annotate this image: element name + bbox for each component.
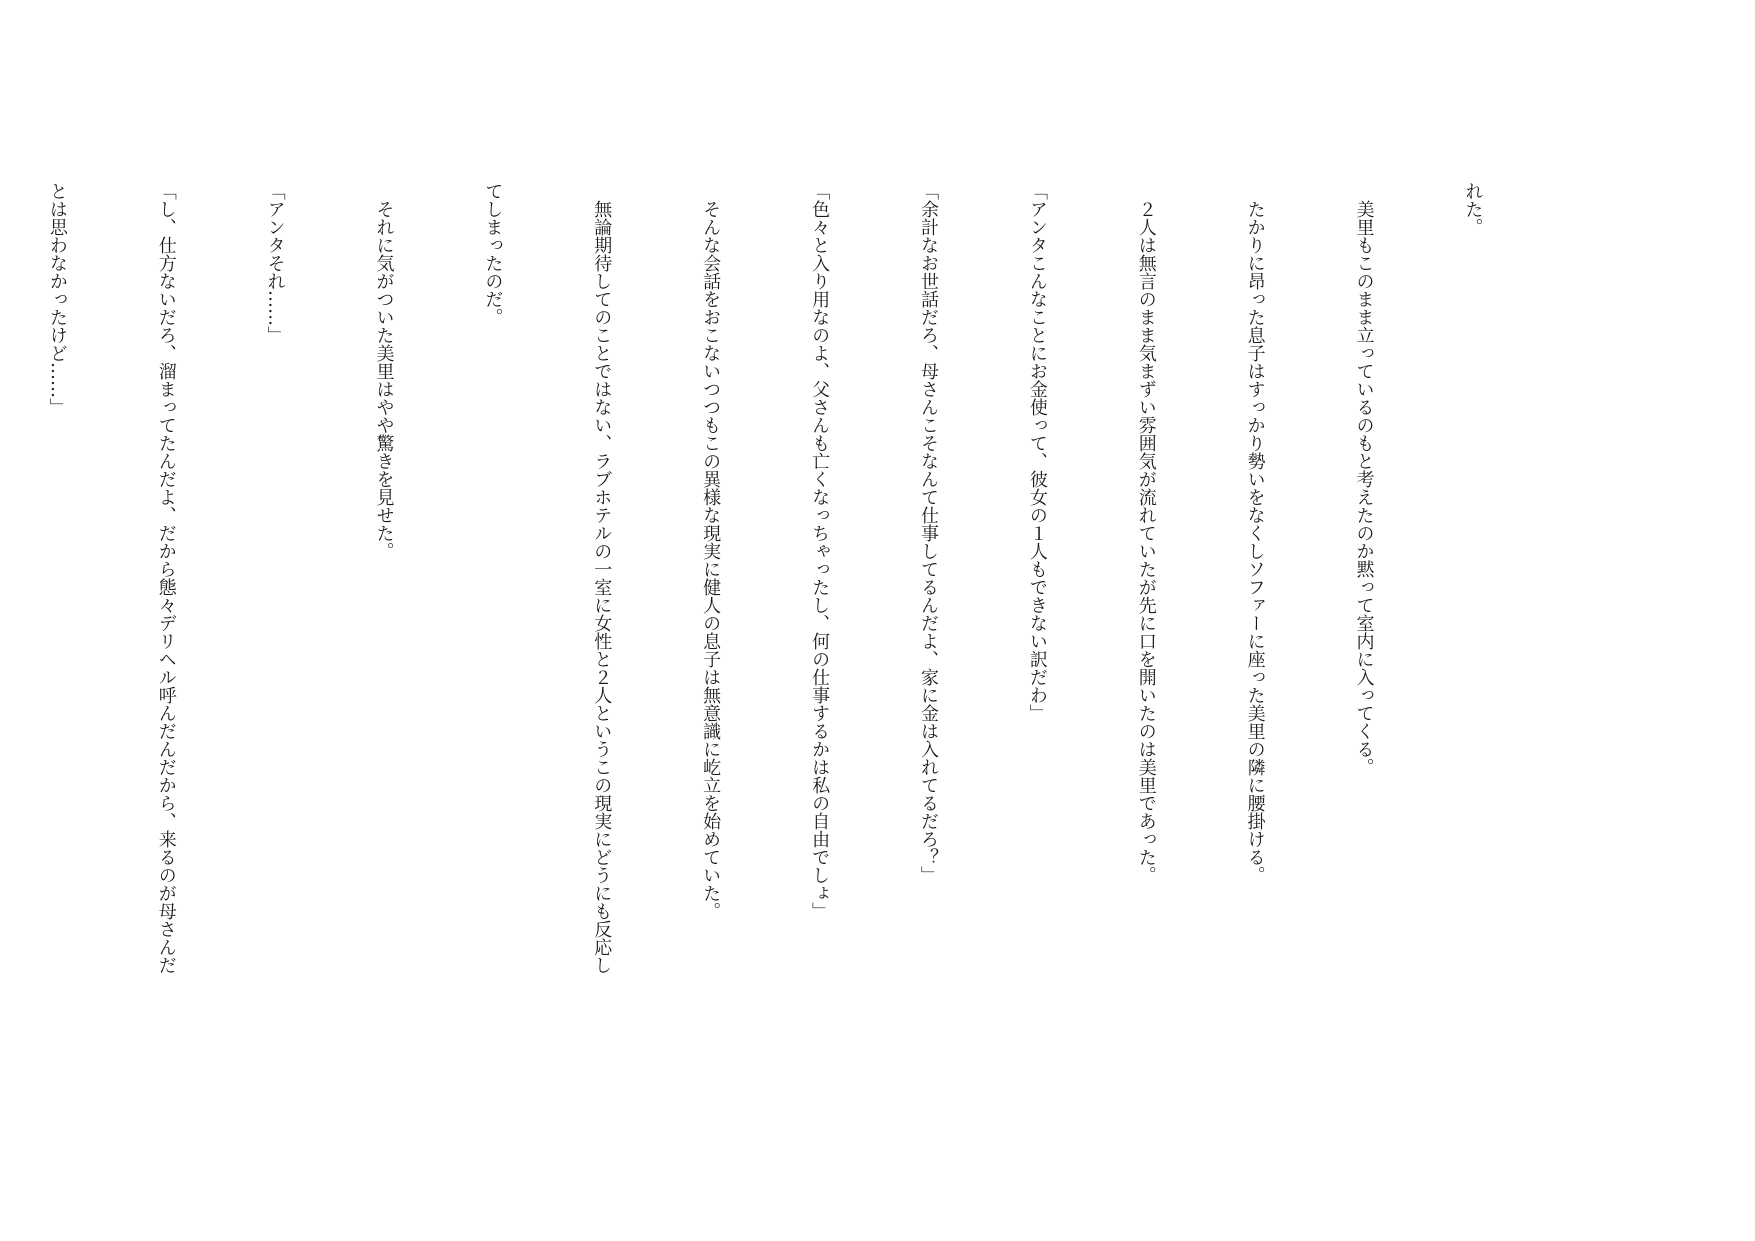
text-line: てしまったのだ。 [482,182,504,326]
text-line: とは思わなかったけど……」 [46,182,68,416]
text-line: 「余計なお世話だろ、母さんこそなんて仕事してるんだよ、家に金は入れてるだろ？」 [917,182,939,884]
text-line: そんな会話をおこないつつもこの異様な現実に健人の息子は無意識に屹立を始めていた。 [700,182,722,920]
text-line: れた。 [1462,182,1484,236]
vertical-text-body [0,182,1563,1062]
text-line: 無論期待してのことではない、ラブホテルの一室に女性と２人というこの現実にどうにも反応し [591,182,613,974]
text-line: 「色々と入り用なのよ、父さんも亡くなっちゃったし、何の仕事するかは私の自由でしょ」 [809,182,831,920]
text-line: ２人は無言のまま気まずい雰囲気が流れていたが先に口を開いたのは美里であった。 [1135,182,1157,884]
text-line: 「アンタそれ……」 [264,182,286,344]
text-line: 美里もこのまま立っているのもと考えたのか黙って室内に入ってくる。 [1353,182,1375,776]
text-line: それに気がついた美里はやや驚きを見せた。 [373,182,395,560]
text-line: 「し、仕方ないだろ、溜まってたんだよ、だから態々デリヘル呼んだんだから、来るのが母さんだ [155,182,177,974]
text-line: たかりに昂った息子はすっかり勢いをなくしソファーに座った美里の隣に腰掛ける。 [1244,182,1266,884]
text-line: 「アンタこんなことにお金使って、彼女の１人もできない訳だわ」 [1026,182,1048,722]
